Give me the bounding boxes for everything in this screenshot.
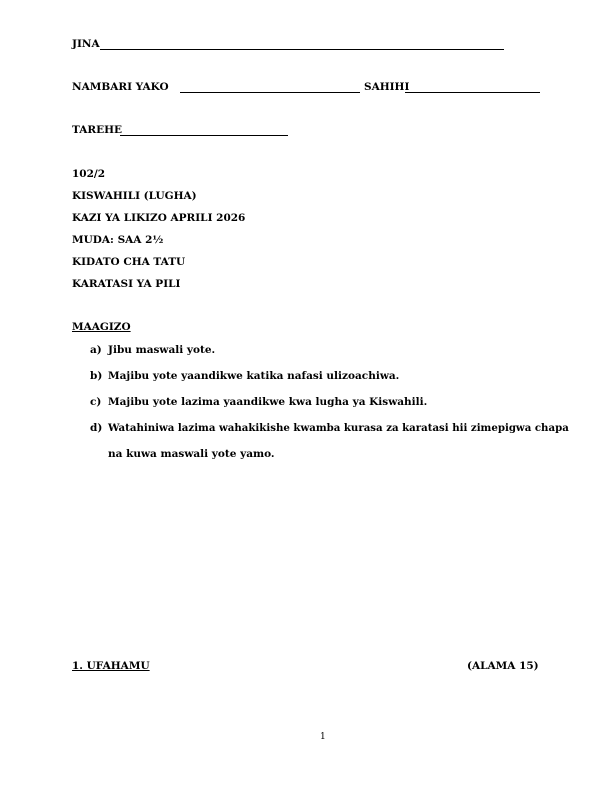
section-title: 1. UFAHAMU: [72, 660, 150, 672]
exam-title: KAZI YA LIKIZO APRILI 2026: [72, 212, 246, 224]
instruction-label: c): [90, 396, 102, 408]
instruction-text: Majibu yote lazima yaandikwe kwa lugha ya Kiswahili.: [108, 396, 428, 408]
instruction-item: [90, 396, 427, 408]
subject: KISWAHILI (LUGHA): [72, 190, 197, 202]
paper-name: KARATASI YA PILI: [72, 278, 181, 290]
instruction-label: a): [90, 344, 102, 356]
instruction-text: Watahiniwa lazima wahakikishe kwamba kurasa za karatasi hii zimepigwa chapa: [108, 422, 569, 434]
signature-field[interactable]: [405, 92, 540, 93]
instructions-title: MAAGIZO: [72, 321, 131, 333]
instruction-item: [90, 422, 568, 434]
number-label: NAMBARI YAKO: [72, 81, 169, 93]
date-field[interactable]: [120, 135, 288, 136]
duration: MUDA: SAA 2½: [72, 234, 164, 246]
form-level: KIDATO CHA TATU: [72, 256, 186, 268]
name-field[interactable]: [100, 49, 504, 50]
name-label: JINA: [72, 38, 100, 50]
instruction-label: d): [90, 422, 103, 434]
instruction-item: [90, 370, 399, 382]
number-field[interactable]: [180, 92, 360, 93]
signature-label: SAHIHI: [364, 81, 410, 93]
page-number: 1: [320, 732, 326, 742]
paper-code: 102/2: [72, 168, 106, 180]
date-label: TAREHE: [72, 124, 123, 136]
instruction-text: Majibu yote yaandikwe katika nafasi ulizoachiwa.: [108, 370, 400, 382]
instruction-item: [90, 344, 215, 356]
instruction-text: Jibu maswali yote.: [108, 344, 216, 356]
instruction-label: b): [90, 370, 103, 382]
section-marks: (ALAMA 15): [467, 660, 539, 672]
instruction-continuation: na kuwa maswali yote yamo.: [108, 448, 275, 460]
